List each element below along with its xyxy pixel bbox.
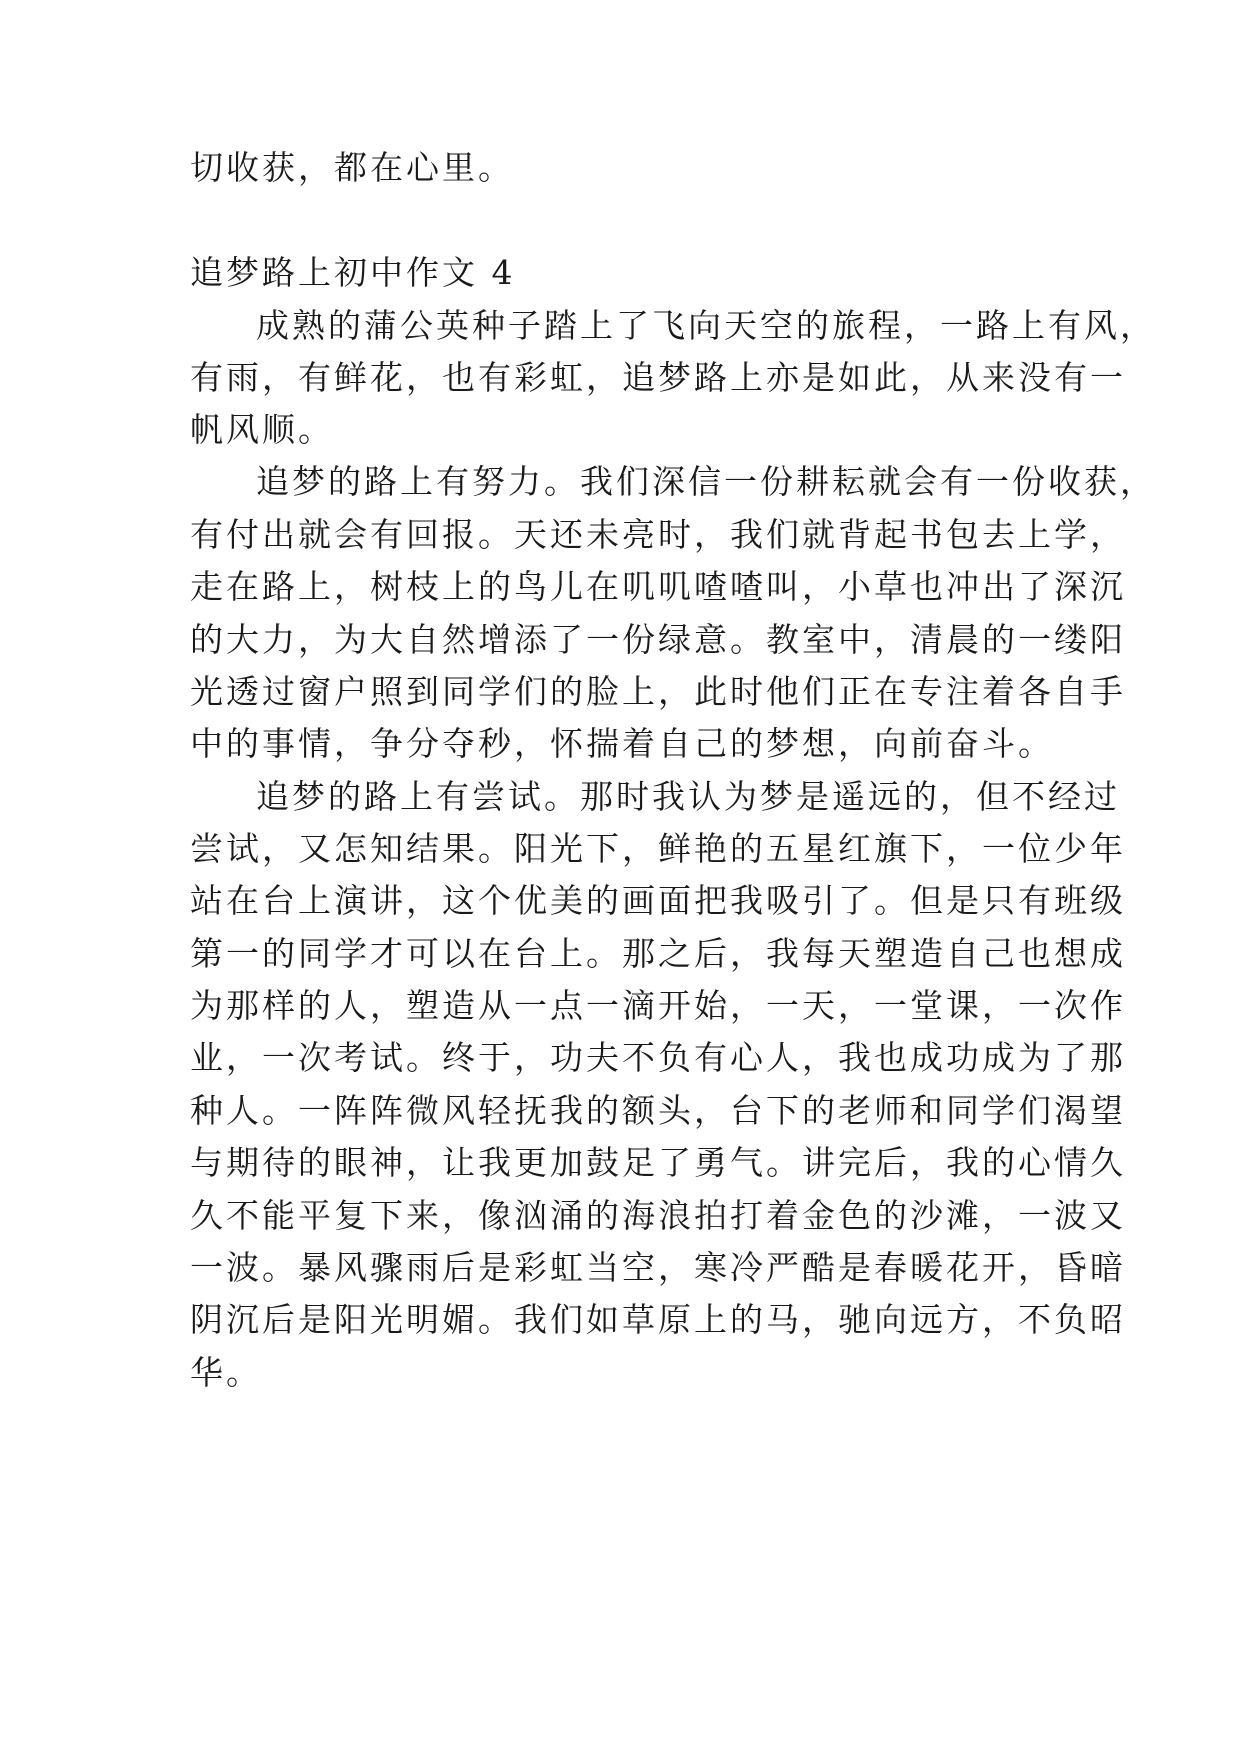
text-line: 中的事情，争分夺秒，怀揣着自己的梦想，向前奋斗。 [190, 724, 1054, 763]
text-line: 一波。暴风骤雨后是彩虹当空，寒冷严酷是春暖花开，昏暗 [190, 1248, 1126, 1287]
text-line: 尝试，又怎知结果。阳光下，鲜艳的五星红旗下，一位少年 [190, 829, 1126, 868]
essay-title: 追梦路上初中作文 4 [190, 253, 516, 292]
text-line: 业，一次考试。终于，功夫不负有心人，我也成功成为了那 [190, 1038, 1126, 1077]
text-line: 为那样的人，塑造从一点一滴开始，一天，一堂课，一次作 [190, 986, 1126, 1025]
text-line: 帆风顺。 [190, 410, 334, 449]
text-line: 站在台上演讲，这个优美的画面把我吸引了。但是只有班级 [190, 881, 1126, 920]
text-line: 的大力，为大自然增添了一份绿意。教室中，清晨的一缕阳 [190, 620, 1126, 659]
text-line: 追梦的路上有努力。我们深信一份耕耘就会有一份收获， [256, 462, 1156, 501]
text-line: 走在路上，树枝上的鸟儿在叽叽喳喳叫，小草也冲出了深沉 [190, 567, 1126, 606]
text-line: 与期待的眼神，让我更加鼓足了勇气。讲完后，我的心情久 [190, 1143, 1126, 1182]
text-line: 有付出就会有回报。天还未亮时，我们就背起书包去上学， [190, 515, 1126, 554]
text-line: 光透过窗户照到同学们的脸上，此时他们正在专注着各自手 [190, 672, 1126, 711]
text-line: 阴沉后是阳光明媚。我们如草原上的马，驰向远方，不负昭 [190, 1300, 1126, 1339]
text-line: 第一的同学才可以在台上。那之后，我每天塑造自己也想成 [190, 934, 1126, 973]
text-line: 华。 [190, 1353, 262, 1392]
previous-paragraph-tail: 切收获，都在心里。 [190, 148, 514, 187]
text-line: 久不能平复下来，像汹涌的海浪拍打着金色的沙滩，一波又 [190, 1196, 1126, 1235]
text-line: 追梦的路上有尝试。那时我认为梦是遥远的，但不经过 [256, 777, 1120, 816]
text-line: 成熟的蒲公英种子踏上了飞向天空的旅程，一路上有风， [256, 306, 1156, 345]
text-line: 有雨，有鲜花，也有彩虹，追梦路上亦是如此，从来没有一 [190, 358, 1126, 397]
text-line: 种人。一阵阵微风轻抚我的额头，台下的老师和同学们渴望 [190, 1091, 1126, 1130]
